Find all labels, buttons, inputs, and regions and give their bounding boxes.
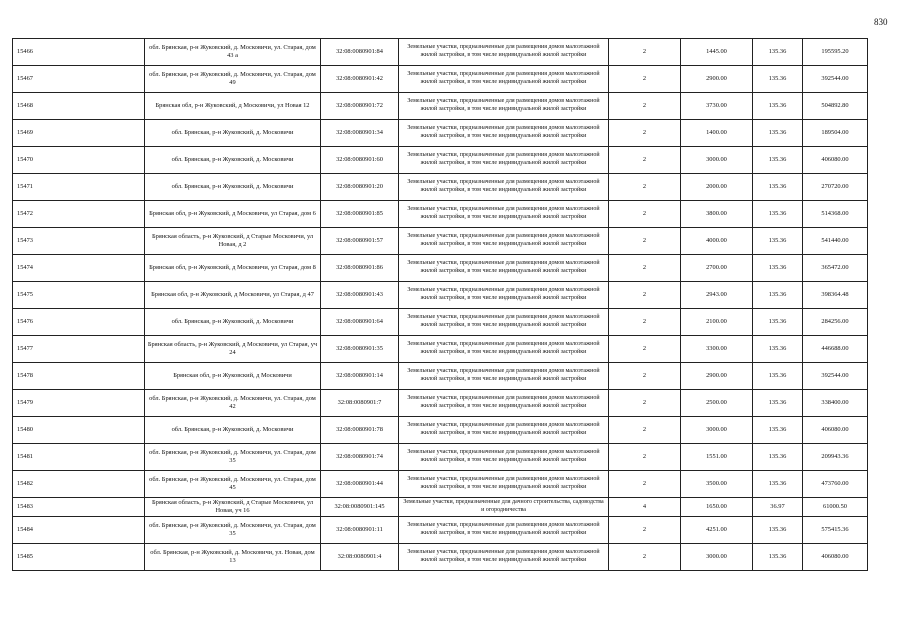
- cadastral-value-cell: 61000.50: [803, 498, 868, 517]
- cadastral-value-cell: 365472.00: [803, 255, 868, 282]
- area-cell: 3000.00: [681, 147, 753, 174]
- row-number-cell: 15477: [13, 336, 145, 363]
- area-cell: 3000.00: [681, 417, 753, 444]
- table-row: [13, 66, 868, 93]
- table-row: [13, 174, 868, 201]
- address-cell: обл. Брянская, р-н Жуковский, д. Московичи: [145, 417, 321, 444]
- address-cell: Брянская область, р-н Жуковский, д Старые Московичи, ул Новая, уч 16: [145, 498, 321, 517]
- table-row: [13, 201, 868, 228]
- row-number-cell: 15473: [13, 228, 145, 255]
- address-cell: Брянская обл, р-н Жуковский, д Московичи, ул Старая, дом 8: [145, 255, 321, 282]
- group-cell: 2: [609, 363, 681, 390]
- row-number-cell: 15480: [13, 417, 145, 444]
- land-use-cell: Земельные участки, предназначенные для размещения домов малоэтажной жилой застройки, в том числе индивидуальной жилой застройки: [399, 417, 609, 444]
- group-cell: 2: [609, 517, 681, 544]
- rate-cell: 135.36: [753, 544, 803, 571]
- cadastral-value-cell: 284256.00: [803, 309, 868, 336]
- cadastral-value-cell: 504892.80: [803, 93, 868, 120]
- area-cell: 3500.00: [681, 471, 753, 498]
- area-cell: 4000.00: [681, 228, 753, 255]
- group-cell: 2: [609, 336, 681, 363]
- group-cell: 2: [609, 147, 681, 174]
- rate-cell: 135.36: [753, 228, 803, 255]
- table-row: [13, 417, 868, 444]
- land-use-cell: Земельные участки, предназначенные для размещения домов малоэтажной жилой застройки, в том числе индивидуальной жилой застройки: [399, 471, 609, 498]
- cadastral-value-cell: 392544.00: [803, 363, 868, 390]
- row-number-cell: 15466: [13, 39, 145, 66]
- cadastral-value-cell: 541440.00: [803, 228, 868, 255]
- land-use-cell: Земельные участки, предназначенные для размещения домов малоэтажной жилой застройки, в том числе индивидуальной жилой застройки: [399, 93, 609, 120]
- group-cell: 2: [609, 444, 681, 471]
- group-cell: 2: [609, 120, 681, 147]
- address-cell: обл. Брянская, р-н Жуковский, д. Московичи: [145, 147, 321, 174]
- rate-cell: 135.36: [753, 174, 803, 201]
- rate-cell: 135.36: [753, 93, 803, 120]
- address-cell: обл. Брянская, р-н Жуковский, д. Московичи, ул. Старая, дом 45: [145, 471, 321, 498]
- land-use-cell: Земельные участки, предназначенные для размещения домов малоэтажной жилой застройки, в том числе индивидуальной жилой застройки: [399, 174, 609, 201]
- land-use-cell: Земельные участки, предназначенные для размещения домов малоэтажной жилой застройки, в том числе индивидуальной жилой застройки: [399, 66, 609, 93]
- area-cell: 4251.00: [681, 517, 753, 544]
- table-row: [13, 39, 868, 66]
- rate-cell: 135.36: [753, 444, 803, 471]
- table-row: [13, 93, 868, 120]
- cadastral-value-cell: 392544.00: [803, 66, 868, 93]
- table-row: [13, 309, 868, 336]
- address-cell: обл. Брянская, р-н Жуковский, д. Московичи: [145, 174, 321, 201]
- address-cell: обл. Брянская, р-н Жуковский, д. Московичи, ул. Старая, дом 42: [145, 390, 321, 417]
- rate-cell: 135.36: [753, 309, 803, 336]
- area-cell: 1650.00: [681, 498, 753, 517]
- land-use-cell: Земельные участки, предназначенные для размещения домов малоэтажной жилой застройки, в том числе индивидуальной жилой застройки: [399, 544, 609, 571]
- land-use-cell: Земельные участки, предназначенные для размещения домов малоэтажной жилой застройки, в том числе индивидуальной жилой застройки: [399, 228, 609, 255]
- area-cell: 1400.00: [681, 120, 753, 147]
- row-number-cell: 15470: [13, 147, 145, 174]
- rate-cell: 135.36: [753, 471, 803, 498]
- cadastral-number-cell: 32:08:0080901:35: [321, 336, 399, 363]
- cadastral-number-cell: 32:08:0080901:64: [321, 309, 399, 336]
- row-number-cell: 15475: [13, 282, 145, 309]
- area-cell: 2900.00: [681, 363, 753, 390]
- area-cell: 3800.00: [681, 201, 753, 228]
- cadastral-number-cell: 32:08:0080901:14: [321, 363, 399, 390]
- area-cell: 3000.00: [681, 544, 753, 571]
- area-cell: 2943.00: [681, 282, 753, 309]
- table-row: [13, 255, 868, 282]
- cadastral-number-cell: 32:08:0080901:84: [321, 39, 399, 66]
- rate-cell: 135.36: [753, 417, 803, 444]
- cadastral-value-cell: 338400.00: [803, 390, 868, 417]
- row-number-cell: 15474: [13, 255, 145, 282]
- address-cell: Брянская область, р-н Жуковский, д Старые Московичи, ул Новая, д 2: [145, 228, 321, 255]
- cadastral-value-cell: 575415.36: [803, 517, 868, 544]
- land-use-cell: Земельные участки, предназначенные для размещения домов малоэтажной жилой застройки, в том числе индивидуальной жилой застройки: [399, 255, 609, 282]
- row-number-cell: 15485: [13, 544, 145, 571]
- cadastral-number-cell: 32:08:0080901:7: [321, 390, 399, 417]
- land-use-cell: Земельные участки, предназначенные для размещения домов малоэтажной жилой застройки, в том числе индивидуальной жилой застройки: [399, 120, 609, 147]
- cadastral-value-cell: 406080.00: [803, 147, 868, 174]
- group-cell: 2: [609, 66, 681, 93]
- cadastral-value-cell: 189504.00: [803, 120, 868, 147]
- land-use-cell: Земельные участки, предназначенные для размещения домов малоэтажной жилой застройки, в том числе индивидуальной жилой застройки: [399, 363, 609, 390]
- row-number-cell: 15482: [13, 471, 145, 498]
- address-cell: обл. Брянская, р-н Жуковский, д. Московичи, ул. Старая, дом 43 а: [145, 39, 321, 66]
- table-row: [13, 471, 868, 498]
- land-use-cell: Земельные участки, предназначенные для размещения домов малоэтажной жилой застройки, в том числе индивидуальной жилой застройки: [399, 309, 609, 336]
- address-cell: обл. Брянская, р-н Жуковский, д. Московичи, ул. Старая, дом 35: [145, 517, 321, 544]
- cadastral-number-cell: 32:08:0080901:85: [321, 201, 399, 228]
- cadastral-value-cell: 398364.48: [803, 282, 868, 309]
- table-body: [13, 39, 868, 571]
- address-cell: обл. Брянская, р-н Жуковский, д. Московичи, ул. Старая, дом 35: [145, 444, 321, 471]
- row-number-cell: 15483: [13, 498, 145, 517]
- cadastral-number-cell: 32:08:0080901:4: [321, 544, 399, 571]
- address-cell: обл. Брянская, р-н Жуковский, д. Московичи: [145, 309, 321, 336]
- area-cell: 3730.00: [681, 93, 753, 120]
- cadastral-number-cell: 32:08:0080901:57: [321, 228, 399, 255]
- rate-cell: 36.97: [753, 498, 803, 517]
- rate-cell: 135.36: [753, 363, 803, 390]
- table-row: [13, 147, 868, 174]
- area-cell: 1551.00: [681, 444, 753, 471]
- table-row: [13, 228, 868, 255]
- land-use-cell: Земельные участки, предназначенные для размещения домов малоэтажной жилой застройки, в том числе индивидуальной жилой застройки: [399, 517, 609, 544]
- group-cell: 2: [609, 255, 681, 282]
- table-row: [13, 444, 868, 471]
- group-cell: 2: [609, 390, 681, 417]
- land-use-cell: Земельные участки, предназначенные для размещения домов малоэтажной жилой застройки, в том числе индивидуальной жилой застройки: [399, 390, 609, 417]
- address-cell: обл. Брянская, р-н Жуковский, д. Московичи: [145, 120, 321, 147]
- row-number-cell: 15484: [13, 517, 145, 544]
- table-row: [13, 498, 868, 517]
- area-cell: 2900.00: [681, 66, 753, 93]
- land-use-cell: Земельные участки, предназначенные для дачного строительства, садоводства и огородничества: [399, 498, 609, 517]
- rate-cell: 135.36: [753, 201, 803, 228]
- cadastral-number-cell: 32:08:0080901:20: [321, 174, 399, 201]
- rate-cell: 135.36: [753, 120, 803, 147]
- cadastral-number-cell: 32:08:0080901:44: [321, 471, 399, 498]
- table-row: [13, 544, 868, 571]
- cadastral-value-cell: 473760.00: [803, 471, 868, 498]
- table-row: [13, 390, 868, 417]
- row-number-cell: 15472: [13, 201, 145, 228]
- address-cell: Брянская обл, р-н Жуковский, д Московичи: [145, 363, 321, 390]
- cadastral-value-cell: 406080.00: [803, 544, 868, 571]
- area-cell: 1445.00: [681, 39, 753, 66]
- rate-cell: 135.36: [753, 282, 803, 309]
- cadastral-value-cell: 446688.00: [803, 336, 868, 363]
- table-row: [13, 517, 868, 544]
- row-number-cell: 15471: [13, 174, 145, 201]
- cadastral-value-cell: 195595.20: [803, 39, 868, 66]
- row-number-cell: 15478: [13, 363, 145, 390]
- row-number-cell: 15479: [13, 390, 145, 417]
- group-cell: 2: [609, 544, 681, 571]
- address-cell: Брянская обл, р-н Жуковский, д Московичи, ул Старая, дом 6: [145, 201, 321, 228]
- cadastral-number-cell: 32:08:0080901:74: [321, 444, 399, 471]
- address-cell: обл. Брянская, р-н Жуковский, д. Московичи, ул. Старая, дом 49: [145, 66, 321, 93]
- cadastral-number-cell: 32:08:0080901:78: [321, 417, 399, 444]
- group-cell: 2: [609, 39, 681, 66]
- rate-cell: 135.36: [753, 39, 803, 66]
- area-cell: 2500.00: [681, 390, 753, 417]
- group-cell: 2: [609, 174, 681, 201]
- land-use-cell: Земельные участки, предназначенные для размещения домов малоэтажной жилой застройки, в том числе индивидуальной жилой застройки: [399, 282, 609, 309]
- table-row: [13, 336, 868, 363]
- land-use-cell: Земельные участки, предназначенные для размещения домов малоэтажной жилой застройки, в том числе индивидуальной жилой застройки: [399, 336, 609, 363]
- group-cell: 2: [609, 309, 681, 336]
- group-cell: 2: [609, 93, 681, 120]
- area-cell: 3300.00: [681, 336, 753, 363]
- area-cell: 2000.00: [681, 174, 753, 201]
- rate-cell: 135.36: [753, 255, 803, 282]
- group-cell: 4: [609, 498, 681, 517]
- page-number: 830: [874, 17, 888, 27]
- row-number-cell: 15476: [13, 309, 145, 336]
- table-row: [13, 363, 868, 390]
- cadastral-number-cell: 32:08:0080901:11: [321, 517, 399, 544]
- rate-cell: 135.36: [753, 66, 803, 93]
- cadastral-value-cell: 406080.00: [803, 417, 868, 444]
- table-row: [13, 282, 868, 309]
- table-row: [13, 120, 868, 147]
- land-use-cell: Земельные участки, предназначенные для размещения домов малоэтажной жилой застройки, в том числе индивидуальной жилой застройки: [399, 444, 609, 471]
- land-use-cell: Земельные участки, предназначенные для размещения домов малоэтажной жилой застройки, в том числе индивидуальной жилой застройки: [399, 39, 609, 66]
- row-number-cell: 15468: [13, 93, 145, 120]
- cadastral-value-cell: 209943.36: [803, 444, 868, 471]
- group-cell: 2: [609, 228, 681, 255]
- rate-cell: 135.36: [753, 147, 803, 174]
- rate-cell: 135.36: [753, 390, 803, 417]
- land-use-cell: Земельные участки, предназначенные для размещения домов малоэтажной жилой застройки, в том числе индивидуальной жилой застройки: [399, 201, 609, 228]
- group-cell: 2: [609, 282, 681, 309]
- address-cell: Брянская обл, р-н Жуковский, д Московичи, ул Старая, д 47: [145, 282, 321, 309]
- address-cell: обл. Брянская, р-н Жуковский, д. Московичи, ул. Новая, дом 13: [145, 544, 321, 571]
- rate-cell: 135.36: [753, 517, 803, 544]
- cadastral-value-cell: 270720.00: [803, 174, 868, 201]
- area-cell: 2100.00: [681, 309, 753, 336]
- address-cell: Брянская область, р-н Жуковский, д Московичи, ул Старая, уч 24: [145, 336, 321, 363]
- cadastral-number-cell: 32:08:0080901:145: [321, 498, 399, 517]
- cadastral-number-cell: 32:08:0080901:43: [321, 282, 399, 309]
- cadastral-number-cell: 32:08:0080901:86: [321, 255, 399, 282]
- group-cell: 2: [609, 417, 681, 444]
- row-number-cell: 15467: [13, 66, 145, 93]
- cadastral-number-cell: 32:08:0080901:42: [321, 66, 399, 93]
- area-cell: 2700.00: [681, 255, 753, 282]
- cadastral-number-cell: 32:08:0080901:72: [321, 93, 399, 120]
- address-cell: Брянская обл, р-н Жуковский, д Московичи, ул Новая 12: [145, 93, 321, 120]
- rate-cell: 135.36: [753, 336, 803, 363]
- cadastral-table: [12, 38, 868, 571]
- group-cell: 2: [609, 201, 681, 228]
- group-cell: 2: [609, 471, 681, 498]
- row-number-cell: 15469: [13, 120, 145, 147]
- land-use-cell: Земельные участки, предназначенные для размещения домов малоэтажной жилой застройки, в том числе индивидуальной жилой застройки: [399, 147, 609, 174]
- cadastral-number-cell: 32:08:0080901:60: [321, 147, 399, 174]
- cadastral-number-cell: 32:08:0080901:34: [321, 120, 399, 147]
- cadastral-value-cell: 514368.00: [803, 201, 868, 228]
- row-number-cell: 15481: [13, 444, 145, 471]
